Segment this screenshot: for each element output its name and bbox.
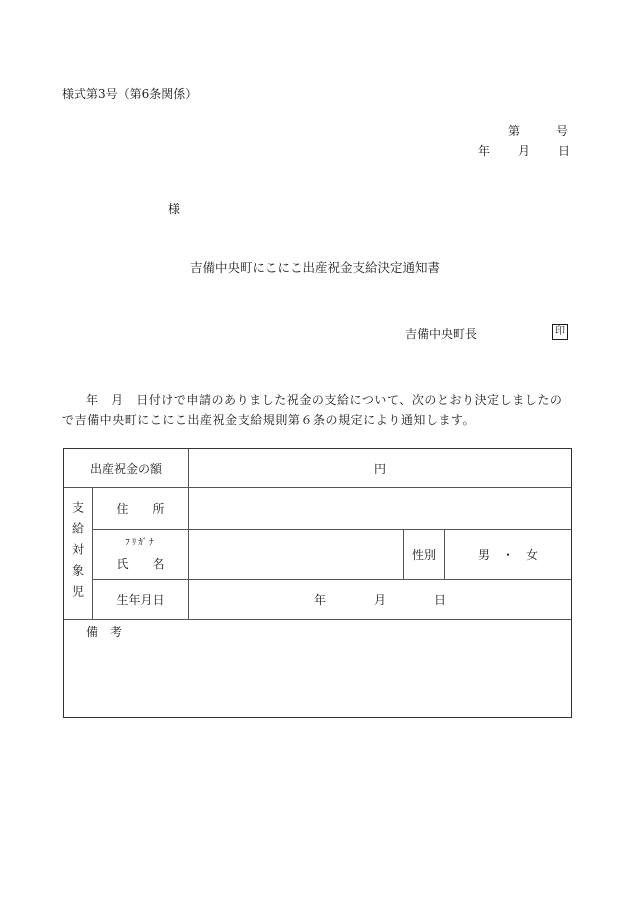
- birthdate-label: 生年月日: [116, 593, 165, 607]
- name-label: 氏 名: [116, 557, 165, 571]
- furigana-label: ﾌﾘｶﾞﾅ: [125, 538, 156, 548]
- amount-unit: 円: [373, 461, 386, 476]
- address-field[interactable]: [189, 488, 571, 529]
- doc-number-label-dai: 第: [508, 124, 521, 138]
- document-number: [508, 122, 568, 139]
- birthdate-field[interactable]: [189, 580, 571, 619]
- address-label: 住 所: [116, 502, 165, 516]
- doc-number-label-go: 号: [556, 124, 569, 138]
- form-number: 様式第3号（第6条関係）: [62, 87, 198, 101]
- name-label-cell: [93, 530, 188, 579]
- amount-label: 出産祝金の額: [89, 461, 162, 476]
- date-month-label: 月: [518, 144, 531, 158]
- name-field[interactable]: [189, 530, 403, 579]
- document-title: 吉備中央町にこにこ出産祝金支給決定通知書: [189, 260, 440, 275]
- remarks-label: 備 考: [86, 625, 123, 639]
- gender-label: 性別: [411, 548, 436, 562]
- addressee: 様: [168, 202, 181, 216]
- decision-table: [63, 448, 572, 718]
- recipient-label-cell: [64, 488, 92, 619]
- birthdate-value: 年 月 日: [313, 593, 446, 607]
- recipient-label: 支給対象児: [70, 501, 85, 606]
- seal-mark: 印: [552, 324, 568, 340]
- amount-value-cell[interactable]: [189, 449, 571, 487]
- issuer-name: 吉備中央町長: [405, 327, 478, 341]
- document-date: [478, 142, 570, 159]
- body-text: 年 月 日付けで申請のありました祝金の支給について、次のとおり決定しましたので吉備中央町にこにこ出産祝金支給規則第６条の規定により通知します。: [62, 393, 563, 427]
- date-year-label: 年: [478, 144, 491, 158]
- date-day-label: 日: [558, 144, 571, 158]
- body-paragraph: [62, 390, 574, 430]
- gender-options[interactable]: 男 ・ 女: [477, 548, 538, 562]
- remarks-field[interactable]: [64, 620, 571, 717]
